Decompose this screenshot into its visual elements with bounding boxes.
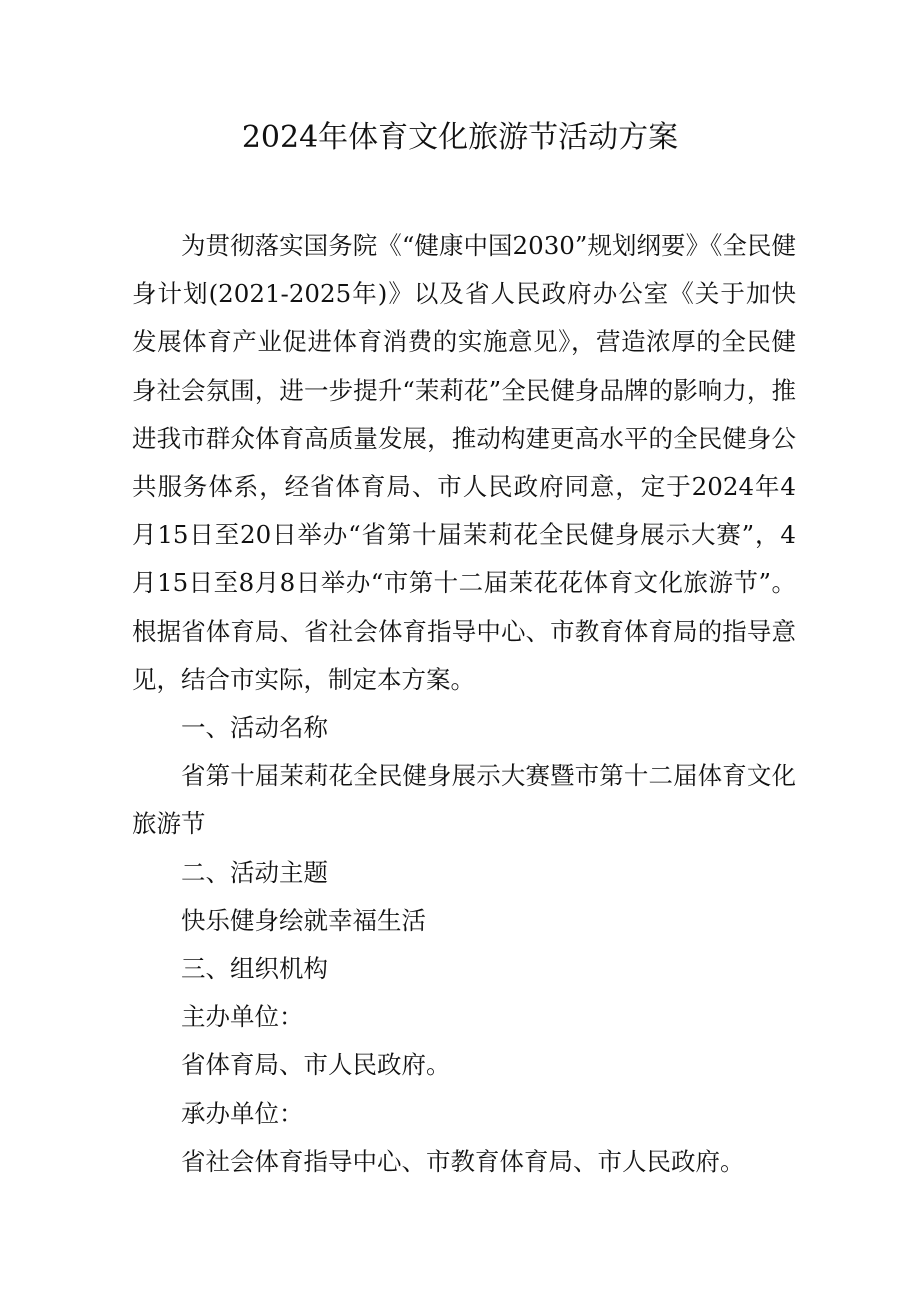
- activity-name-paragraph: 省第十届茉莉花全民健身展示大赛暨市第十二届体育文化旅游节: [132, 761, 796, 839]
- section-heading-activity-theme: 二、活动主题: [181, 857, 328, 887]
- document-title: 2024年体育文化旅游节活动方案: [241, 120, 679, 155]
- activity-theme-paragraph: 快乐健身绘就幸福生活: [181, 905, 426, 935]
- section-heading-activity-name: 一、活动名称: [181, 713, 328, 743]
- intro-paragraph: 为贯彻落实国务院《“健康中国2030”规划纲要》《全民健身计划(2021-2025年)》以及省人民政府办公室《关于加快发展体育产业促进体育消费的实施意见》，营造浓厚的全民健身社会氛围，进一步提升“茉莉花”全民健身品牌的影响力，推进我市群众体育高质量发展，推动构建更高水平的全民健身公共服务体系，经省体育局、市人民政府同意，定于2024年4月15日至20日举办“省第十届茉莉花全民健身展示大赛”，4月15日至8月8日举办“市第十二届茉花花体育文化旅游节”。根据省体育局、省社会体育指导中心、市教育体育局的指导意见，结合市实际，制定本方案。: [132, 231, 796, 694]
- organizer-unit-label: 承办单位：: [181, 1098, 304, 1128]
- host-unit-label: 主办单位：: [181, 1002, 304, 1032]
- document-body: [132, 222, 796, 1186]
- section-heading-organization: 三、组织机构: [181, 954, 328, 984]
- organizer-unit-value: 省社会体育指导中心、市教育体育局、市人民政府。: [181, 1146, 745, 1176]
- host-unit-value: 省体育局、市人民政府。: [181, 1050, 451, 1080]
